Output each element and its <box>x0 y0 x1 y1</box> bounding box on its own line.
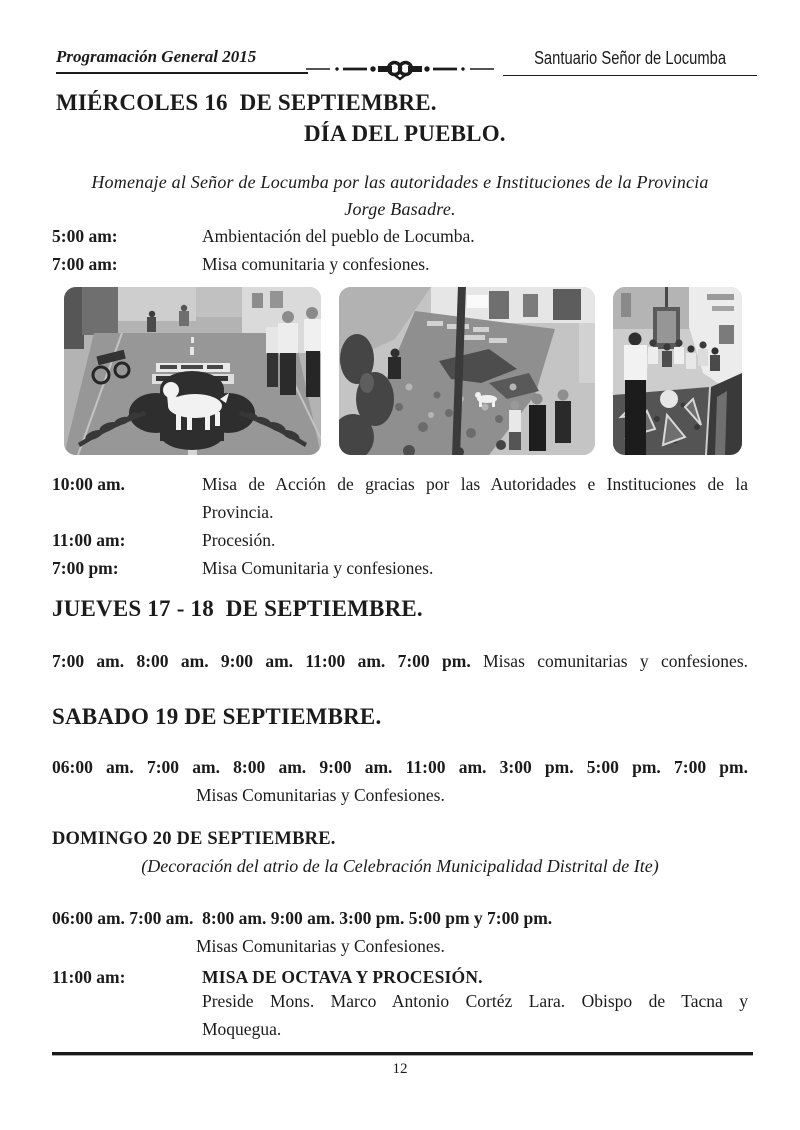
photo-street-flower-carpet-with-lamb <box>64 287 321 455</box>
schedule-desc: Misa Comunitaria y confesiones. <box>202 558 434 578</box>
header-right-text: Santuario Señor de Locumba <box>533 48 727 68</box>
schedule-row <box>52 222 748 250</box>
header-left-title: Programación General 2015 <box>56 47 308 74</box>
homage-line2: Jorge Basadre. <box>344 199 456 219</box>
header-right-title <box>503 48 757 76</box>
schedule-midday <box>52 470 748 582</box>
schedule-desc: Misa comunitaria y confesiones. <box>202 254 430 274</box>
divider-ornament-icon <box>306 56 494 87</box>
homage-subtitle <box>54 169 746 223</box>
schedule-desc: Procesión. <box>202 530 276 550</box>
domingo-note: (Decoración del atrio de la Celebración Municipalidad Distrital de Ite) <box>141 856 659 876</box>
schedule-desc: Ambientación del pueblo de Locumba. <box>202 226 475 246</box>
octava-detail-line1: Preside Mons. Marco Antonio Cortéz Lara. Obispo de Tacna y <box>202 991 748 1011</box>
schedule-desc-line2: Provincia. <box>202 502 274 522</box>
day-subtitle-dia-del-pueblo: DÍA DEL PUEBLO. <box>304 121 506 146</box>
octava-detail-line2: Moquegua. <box>202 1019 282 1039</box>
domingo-desc: Misas Comunitarias y Confesiones. <box>196 936 445 956</box>
octava-row <box>52 963 748 991</box>
octava-time: 11:00 am: <box>52 967 126 987</box>
schedule-row <box>52 526 748 554</box>
photo-2-image <box>339 287 595 455</box>
schedule-time: 7:00 am: <box>52 254 118 274</box>
schedule-desc-line1: Misa de Acción de gracias por las Autoridades e Instituciones de la <box>202 474 748 494</box>
schedule-time: 7:00 pm: <box>52 558 119 578</box>
jueves-times-line <box>52 651 748 672</box>
schedule-time: 10:00 am. <box>52 474 125 494</box>
jueves-desc: Misas comunitarias y confesiones. <box>483 651 749 671</box>
schedule-row <box>52 554 748 582</box>
footer-rule <box>52 1052 753 1056</box>
photo-aerial-flower-carpet-street <box>339 287 595 455</box>
day-title-sabado: SABADO 19 DE SEPTIEMBRE. <box>52 704 382 729</box>
schedule-row <box>52 470 748 526</box>
schedule-desc <box>202 470 748 526</box>
sabado-times: 06:00 am. 7:00 am. 8:00 am. 9:00 am. 11:00 am. 3:00 pm. 5:00 pm. 7:00 pm. <box>52 757 748 777</box>
schedule-time: 11:00 am: <box>52 530 126 550</box>
day-title-jueves: JUEVES 17 - 18 DE SEPTIEMBRE. <box>52 596 423 621</box>
day-title-miercoles: MIÉRCOLES 16 DE SEPTIEMBRE. <box>56 90 437 115</box>
octava-title: MISA DE OCTAVA Y PROCESIÓN. <box>202 967 483 987</box>
page-number: 12 <box>392 1061 408 1077</box>
photo-3-image <box>613 287 742 455</box>
jueves-times: 7:00 am. 8:00 am. 9:00 am. 11:00 am. 7:00 pm. <box>52 651 471 671</box>
homage-line1: Homenaje al Señor de Locumba por las autoridades e Instituciones de la Provincia <box>91 172 709 192</box>
photo-strip <box>64 287 742 455</box>
day-title-domingo: DOMINGO 20 DE SEPTIEMBRE. <box>52 829 336 849</box>
schedule-time: 5:00 am: <box>52 226 118 246</box>
schedule-morning <box>52 222 748 278</box>
schedule-row <box>52 250 748 278</box>
photo-1-image <box>64 287 321 455</box>
domingo-times: 06:00 am. 7:00 am. 8:00 am. 9:00 am. 3:00 pm. 5:00 pm y 7:00 pm. <box>52 908 553 928</box>
sabado-desc: Misas Comunitarias y Confesiones. <box>196 785 445 805</box>
photo-procession-over-flower-carpet <box>613 287 742 455</box>
